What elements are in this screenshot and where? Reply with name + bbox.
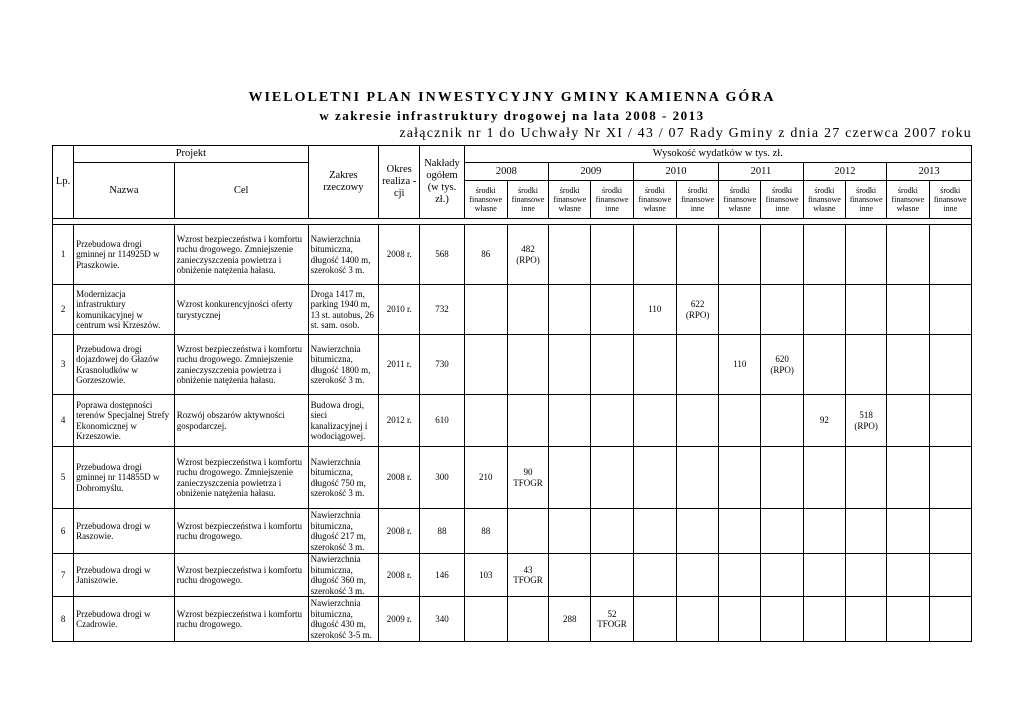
row-own-funds [719,447,761,509]
row-other-funds [929,335,971,395]
row-zakres: Nawierzchnia bitumiczna, długość 1400 m, szerokość 3 m. [308,225,378,285]
row-own-funds [887,447,929,509]
row-own-funds [633,225,676,285]
year-header: 2012 [803,163,887,181]
row-own-funds [464,335,507,395]
col-zakres-header: Zakres rzeczowy [308,146,378,219]
row-own-funds [633,335,676,395]
row-own-funds [549,554,591,597]
row-zakres: Nawierzchnia bitumiczna, długość 217 m, szerokość 3 m. [308,509,378,554]
row-other-funds [591,509,633,554]
row-own-funds [803,285,845,335]
row-own-funds [633,554,676,597]
row-other-funds [929,447,971,509]
year-header: 2013 [887,163,972,181]
row-zakres: Nawierzchnia bitumiczna, długość 750 m, szerokość 3 m. [308,447,378,509]
row-zakres: Nawierzchnia bitumiczna, długość 1800 m, szerokość 3 m. [308,335,378,395]
row-own-funds [633,597,676,642]
row-own-funds [464,597,507,642]
row-naklady: 88 [420,509,464,554]
row-cel: Rozwój obszarów aktywności gospodarczej. [174,395,308,447]
row-own-funds: 86 [464,225,507,285]
row-nazwa: Przebudowa drogi w Raszowie. [74,509,175,554]
row-own-funds [719,285,761,335]
table-row [53,225,972,285]
annex-note: załącznik nr 1 do Uchwały Nr XI / 43 / 07 Rady Gminy z dnia 27 czerwca 2007 roku [399,126,972,141]
row-lp: 8 [53,597,74,642]
row-own-funds [719,509,761,554]
row-lp: 3 [53,335,74,395]
row-other-funds [591,447,633,509]
row-okres: 2010 r. [379,285,420,335]
col-cel-header: Cel [174,163,308,219]
col-nazwa-header: Nazwa [74,163,175,219]
row-other-funds [507,597,548,642]
sub-header-own: środki finansowe własne [719,181,761,219]
year-header: 2009 [549,163,634,181]
row-okres: 2008 r. [379,509,420,554]
row-lp: 4 [53,395,74,447]
row-own-funds [549,447,591,509]
row-own-funds [549,225,591,285]
row-okres: 2008 r. [379,447,420,509]
sub-header-own: środki finansowe własne [803,181,845,219]
row-own-funds [633,395,676,447]
row-nazwa: Przebudowa drogi dojazdowej do Głazów Krasnoludków w Gorzeszowie. [74,335,175,395]
row-naklady: 730 [420,335,464,395]
row-okres: 2008 r. [379,225,420,285]
row-own-funds [633,447,676,509]
row-own-funds [464,395,507,447]
year-header: 2008 [464,163,549,181]
row-other-funds [761,447,803,509]
row-cel: Wzrost bezpieczeństwa i komfortu ruchu drogowego. Zmniejszenie zanieczyszczenia powietrza i obniżenie natężenia hałasu. [174,335,308,395]
row-own-funds [887,225,929,285]
row-other-funds [676,597,718,642]
row-other-funds [761,509,803,554]
row-own-funds [549,335,591,395]
row-other-funds [676,335,718,395]
row-other-funds [591,225,633,285]
row-other-funds [761,285,803,335]
col-lp-header: Lp. [53,146,74,219]
row-other-funds [761,597,803,642]
row-other-funds [846,554,887,597]
year-header: 2011 [719,163,804,181]
sub-header-other: środki finansowe inne [591,181,633,219]
row-other-funds [846,597,887,642]
sub-header-other: środki finansowe inne [676,181,718,219]
row-own-funds: 110 [633,285,676,335]
row-naklady: 568 [420,225,464,285]
row-other-funds [676,554,718,597]
row-zakres: Nawierzchnia bitumiczna, długość 360 m, szerokość 3 m. [308,554,378,597]
row-lp: 2 [53,285,74,335]
row-cel: Wzrost bezpieczeństwa i komfortu ruchu drogowego. Zmniejszenie zanieczyszczenia powietrza i obniżenie natężenia hałasu. [174,447,308,509]
row-other-funds [846,447,887,509]
row-nazwa: Modernizacja infrastruktury komunikacyjnej w centrum wsi Krzeszów. [74,285,175,335]
row-okres: 2011 r. [379,335,420,395]
row-own-funds: 103 [464,554,507,597]
col-naklady-header: Nakłady ogółem (w tys. zł.) [420,146,464,219]
row-own-funds [803,597,845,642]
row-other-funds [929,554,971,597]
row-other-funds: 43 TFOGR [507,554,548,597]
row-other-funds: 622 (RPO) [676,285,718,335]
row-other-funds [507,335,548,395]
document-title: WIELOLETNI PLAN INWESTYCYJNY GMINY KAMIENNA GÓRA [248,90,776,105]
row-okres: 2012 r. [379,395,420,447]
table-row [53,554,972,597]
row-own-funds [633,509,676,554]
row-lp: 7 [53,554,74,597]
row-naklady: 340 [420,597,464,642]
row-own-funds [887,554,929,597]
row-own-funds [464,285,507,335]
row-other-funds [507,285,548,335]
row-own-funds [887,395,929,447]
sub-header-own: środki finansowe własne [464,181,507,219]
row-own-funds [549,395,591,447]
row-zakres: Nawierzchnia bitumiczna, długość 430 m, szerokość 3-5 m. [308,597,378,642]
row-other-funds [676,225,718,285]
row-own-funds [549,285,591,335]
table-row [53,285,972,335]
row-other-funds: 52 TFOGR [591,597,633,642]
row-other-funds: 518 (RPO) [846,395,887,447]
row-other-funds [846,509,887,554]
row-own-funds [887,509,929,554]
row-own-funds: 110 [719,335,761,395]
year-header: 2010 [633,163,719,181]
row-own-funds [887,335,929,395]
row-own-funds: 210 [464,447,507,509]
table-row [53,395,972,447]
sub-header-other: środki finansowe inne [761,181,803,219]
row-other-funds [846,285,887,335]
row-own-funds [803,447,845,509]
row-other-funds [929,395,971,447]
row-other-funds [846,225,887,285]
row-cel: Wzrost bezpieczeństwa i komfortu ruchu drogowego. [174,597,308,642]
row-cel: Wzrost konkurencyjności oferty turystycznej [174,285,308,335]
row-other-funds [846,335,887,395]
row-other-funds [929,597,971,642]
sub-header-other: środki finansowe inne [846,181,887,219]
table-row [53,335,972,395]
row-other-funds [676,509,718,554]
table-row [53,447,972,509]
row-own-funds: 92 [803,395,845,447]
investment-table [52,145,972,642]
row-cel: Wzrost bezpieczeństwa i komfortu ruchu drogowego. [174,554,308,597]
row-other-funds [761,554,803,597]
table-row [53,597,972,642]
row-other-funds [591,554,633,597]
row-own-funds [803,225,845,285]
row-own-funds [719,395,761,447]
row-okres: 2009 r. [379,597,420,642]
row-own-funds [803,335,845,395]
row-nazwa: Przebudowa drogi gminnej nr 114855D w Dobromyślu. [74,447,175,509]
row-other-funds: 482 (RPO) [507,225,548,285]
row-own-funds [803,554,845,597]
sub-header-other: środki finansowe inne [507,181,548,219]
row-nazwa: Przebudowa drogi w Janiszowie. [74,554,175,597]
row-other-funds [929,509,971,554]
sub-header-other: środki finansowe inne [929,181,971,219]
row-cel: Wzrost bezpieczeństwa i komfortu ruchu drogowego. [174,509,308,554]
row-cel: Wzrost bezpieczeństwa i komfortu ruchu drogowego. Zmniejszenie zanieczyszczenia powietrza i obniżenie natężenia hałasu. [174,225,308,285]
row-own-funds [719,225,761,285]
document-subtitle: w zakresie infrastruktury drogowej na lata 2008 - 2013 [319,108,705,123]
row-other-funds [761,225,803,285]
row-naklady: 610 [420,395,464,447]
col-okres-header: Okres realiza - cji [379,146,420,219]
row-other-funds [591,395,633,447]
sub-header-own: środki finansowe własne [887,181,929,219]
row-own-funds [887,597,929,642]
row-other-funds [929,285,971,335]
row-own-funds [719,597,761,642]
row-other-funds [929,225,971,285]
row-nazwa: Przebudowa drogi w Czadrowie. [74,597,175,642]
row-other-funds: 620 (RPO) [761,335,803,395]
row-own-funds: 288 [549,597,591,642]
sub-header-own: środki finansowe własne [633,181,676,219]
row-naklady: 146 [420,554,464,597]
row-own-funds [887,285,929,335]
row-other-funds: 90 TFOGR [507,447,548,509]
row-other-funds [507,395,548,447]
row-other-funds [676,395,718,447]
row-other-funds [591,285,633,335]
row-naklady: 300 [420,447,464,509]
row-naklady: 732 [420,285,464,335]
row-own-funds [719,554,761,597]
row-zakres: Budowa drogi, sieci kanalizacyjnej i wodociągowej. [308,395,378,447]
row-nazwa: Przebudowa drogi gminnej nr 114925D w Ptaszkowie. [74,225,175,285]
row-other-funds [507,509,548,554]
row-zakres: Droga 1417 m, parking 1940 m, 13 st. autobus, 26 st. sam. osob. [308,285,378,335]
row-lp: 1 [53,225,74,285]
table-row [53,509,972,554]
sub-header-own: środki finansowe własne [549,181,591,219]
row-own-funds [549,509,591,554]
col-projekt-header: Projekt [74,146,309,163]
row-lp: 5 [53,447,74,509]
row-other-funds [676,447,718,509]
row-lp: 6 [53,509,74,554]
row-nazwa: Poprawa dostępności terenów Specjalnej Strefy Ekonomicznej w Krzeszowie. [74,395,175,447]
row-own-funds [803,509,845,554]
row-own-funds: 88 [464,509,507,554]
row-okres: 2008 r. [379,554,420,597]
row-other-funds [761,395,803,447]
row-other-funds [591,335,633,395]
col-wydatki-header: Wysokość wydatków w tys. zł. [464,146,971,163]
